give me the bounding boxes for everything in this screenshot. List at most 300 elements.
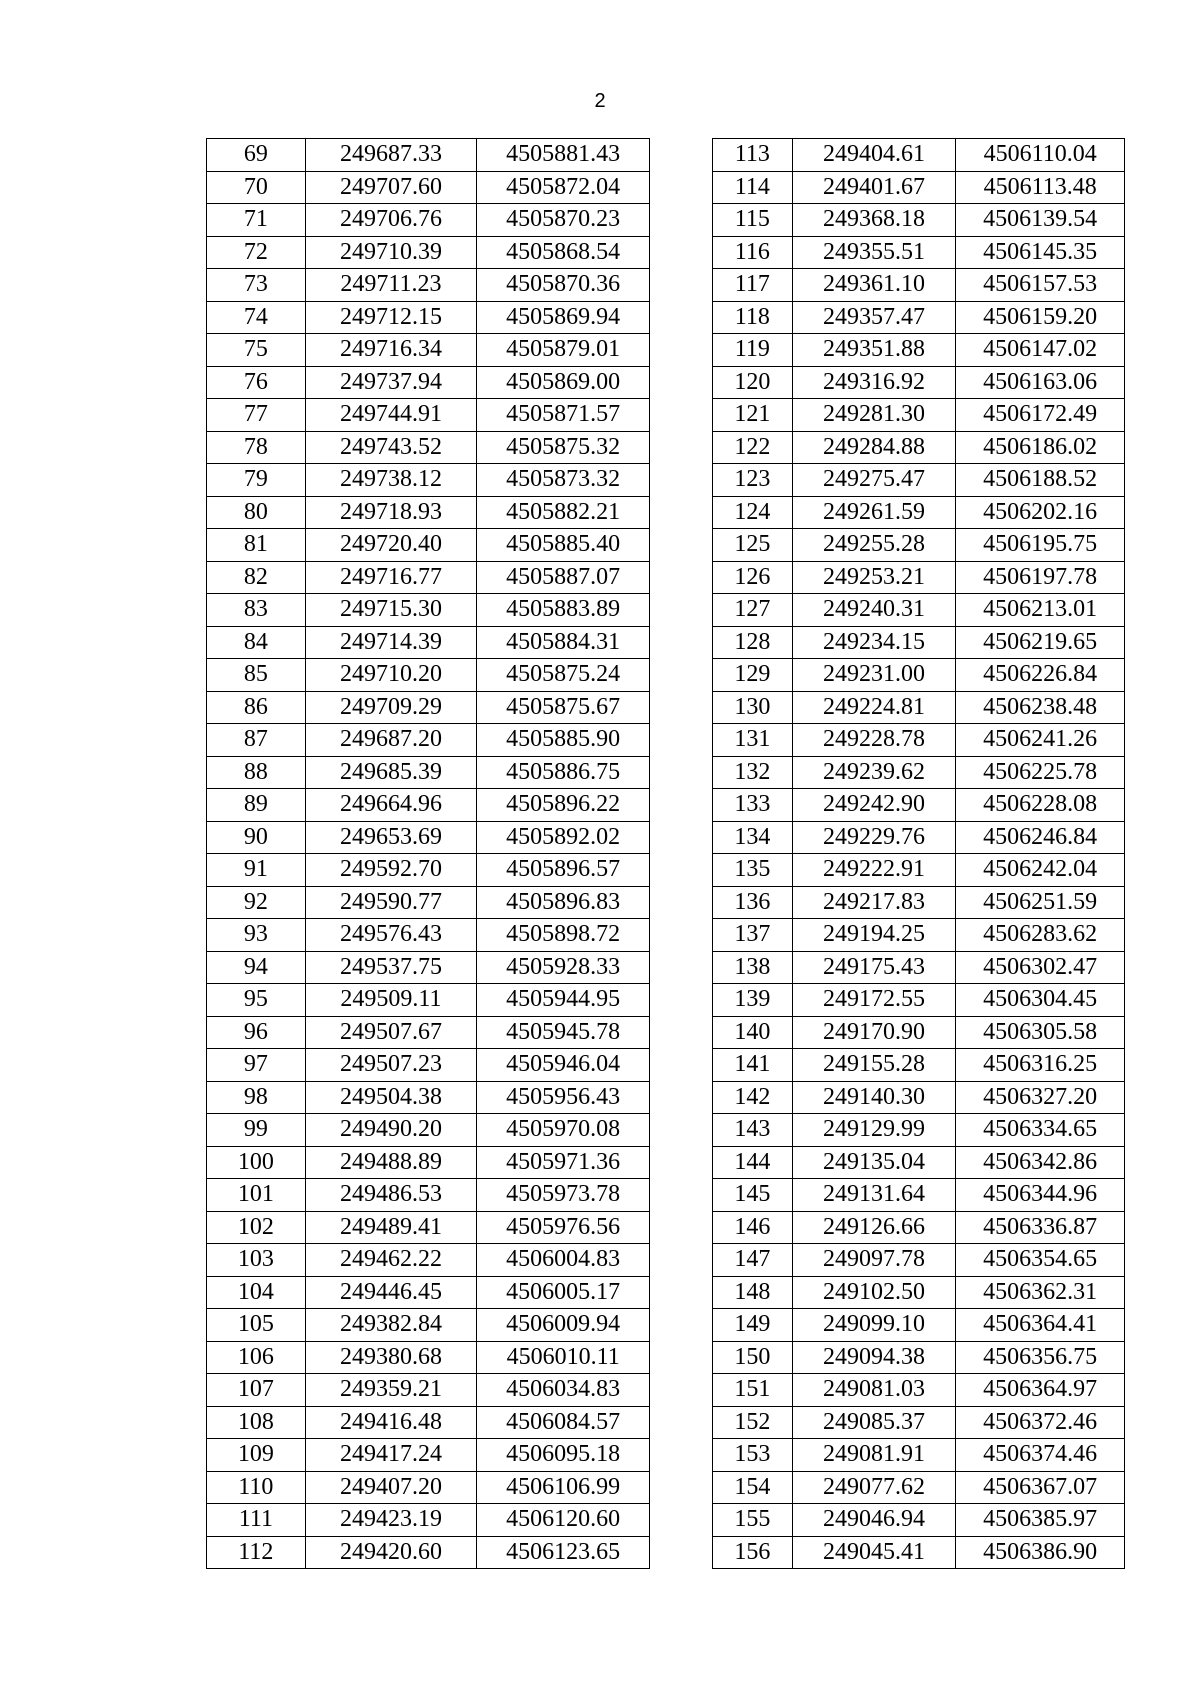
table-row <box>207 1016 650 1049</box>
y-coordinate-cell: 4505886.75 <box>477 756 650 789</box>
table-row <box>713 1439 1125 1472</box>
x-coordinate-cell: 249222.91 <box>792 854 956 887</box>
y-coordinate-cell: 4505892.02 <box>477 821 650 854</box>
point-number-cell: 115 <box>713 204 793 237</box>
point-number-cell: 126 <box>713 561 793 594</box>
table-row <box>713 1114 1125 1147</box>
y-coordinate-cell: 4506195.75 <box>956 529 1125 562</box>
point-number-cell: 134 <box>713 821 793 854</box>
y-coordinate-cell: 4506123.65 <box>477 1536 650 1569</box>
point-number-cell: 111 <box>207 1504 306 1537</box>
point-number-cell: 145 <box>713 1179 793 1212</box>
x-coordinate-cell: 249716.77 <box>305 561 477 594</box>
point-number-cell: 118 <box>713 301 793 334</box>
table-row <box>207 1504 650 1537</box>
table-row <box>713 204 1125 237</box>
table-row <box>207 951 650 984</box>
point-number-cell: 97 <box>207 1049 306 1082</box>
y-coordinate-cell: 4505882.21 <box>477 496 650 529</box>
x-coordinate-cell: 249462.22 <box>305 1244 477 1277</box>
table-row <box>713 1309 1125 1342</box>
x-coordinate-cell: 249231.00 <box>792 659 956 692</box>
x-coordinate-cell: 249368.18 <box>792 204 956 237</box>
table-row <box>207 1374 650 1407</box>
x-coordinate-cell: 249081.91 <box>792 1439 956 1472</box>
x-coordinate-cell: 249085.37 <box>792 1406 956 1439</box>
point-number-cell: 130 <box>713 691 793 724</box>
point-number-cell: 79 <box>207 464 306 497</box>
point-number-cell: 135 <box>713 854 793 887</box>
table-row <box>713 464 1125 497</box>
point-number-cell: 141 <box>713 1049 793 1082</box>
point-number-cell: 142 <box>713 1081 793 1114</box>
y-coordinate-cell: 4506110.04 <box>956 139 1125 172</box>
point-number-cell: 109 <box>207 1439 306 1472</box>
point-number-cell: 149 <box>713 1309 793 1342</box>
table-row <box>207 984 650 1017</box>
table-row <box>713 529 1125 562</box>
table-row <box>713 1471 1125 1504</box>
point-number-cell: 148 <box>713 1276 793 1309</box>
y-coordinate-cell: 4506139.54 <box>956 204 1125 237</box>
x-coordinate-cell: 249097.78 <box>792 1244 956 1277</box>
table-row <box>207 269 650 302</box>
y-coordinate-cell: 4506010.11 <box>477 1341 650 1374</box>
x-coordinate-cell: 249446.45 <box>305 1276 477 1309</box>
table-row <box>207 1211 650 1244</box>
coordinates-table-left <box>206 138 650 1569</box>
point-number-cell: 154 <box>713 1471 793 1504</box>
point-number-cell: 102 <box>207 1211 306 1244</box>
x-coordinate-cell: 249126.66 <box>792 1211 956 1244</box>
table-row <box>713 984 1125 1017</box>
point-number-cell: 127 <box>713 594 793 627</box>
point-number-cell: 83 <box>207 594 306 627</box>
x-coordinate-cell: 249592.70 <box>305 854 477 887</box>
x-coordinate-cell: 249489.41 <box>305 1211 477 1244</box>
x-coordinate-cell: 249504.38 <box>305 1081 477 1114</box>
y-coordinate-cell: 4506228.08 <box>956 789 1125 822</box>
point-number-cell: 155 <box>713 1504 793 1537</box>
x-coordinate-cell: 249131.64 <box>792 1179 956 1212</box>
point-number-cell: 75 <box>207 334 306 367</box>
point-number-cell: 133 <box>713 789 793 822</box>
point-number-cell: 112 <box>207 1536 306 1569</box>
table-row <box>207 1146 650 1179</box>
point-number-cell: 151 <box>713 1374 793 1407</box>
y-coordinate-cell: 4505870.23 <box>477 204 650 237</box>
x-coordinate-cell: 249664.96 <box>305 789 477 822</box>
x-coordinate-cell: 249737.94 <box>305 366 477 399</box>
table-row <box>207 561 650 594</box>
table-row <box>713 1341 1125 1374</box>
y-coordinate-cell: 4505883.89 <box>477 594 650 627</box>
coordinates-table-left-body <box>207 139 650 1569</box>
x-coordinate-cell: 249744.91 <box>305 399 477 432</box>
y-coordinate-cell: 4505956.43 <box>477 1081 650 1114</box>
point-number-cell: 116 <box>713 236 793 269</box>
y-coordinate-cell: 4506225.78 <box>956 756 1125 789</box>
x-coordinate-cell: 249228.78 <box>792 724 956 757</box>
y-coordinate-cell: 4506305.58 <box>956 1016 1125 1049</box>
point-number-cell: 136 <box>713 886 793 919</box>
point-number-cell: 122 <box>713 431 793 464</box>
point-number-cell: 95 <box>207 984 306 1017</box>
table-row <box>207 756 650 789</box>
table-row <box>207 1341 650 1374</box>
y-coordinate-cell: 4505898.72 <box>477 919 650 952</box>
x-coordinate-cell: 249255.28 <box>792 529 956 562</box>
coordinates-table-right <box>712 138 1125 1569</box>
point-number-cell: 146 <box>713 1211 793 1244</box>
x-coordinate-cell: 249170.90 <box>792 1016 956 1049</box>
x-coordinate-cell: 249361.10 <box>792 269 956 302</box>
y-coordinate-cell: 4506095.18 <box>477 1439 650 1472</box>
y-coordinate-cell: 4506106.99 <box>477 1471 650 1504</box>
point-number-cell: 140 <box>713 1016 793 1049</box>
x-coordinate-cell: 249687.33 <box>305 139 477 172</box>
point-number-cell: 121 <box>713 399 793 432</box>
table-row <box>713 366 1125 399</box>
point-number-cell: 107 <box>207 1374 306 1407</box>
y-coordinate-cell: 4506157.53 <box>956 269 1125 302</box>
y-coordinate-cell: 4505875.32 <box>477 431 650 464</box>
y-coordinate-cell: 4505869.00 <box>477 366 650 399</box>
table-row <box>713 756 1125 789</box>
y-coordinate-cell: 4506385.97 <box>956 1504 1125 1537</box>
x-coordinate-cell: 249401.67 <box>792 171 956 204</box>
x-coordinate-cell: 249718.93 <box>305 496 477 529</box>
y-coordinate-cell: 4505896.83 <box>477 886 650 919</box>
table-row <box>207 1406 650 1439</box>
y-coordinate-cell: 4506354.65 <box>956 1244 1125 1277</box>
table-row <box>207 821 650 854</box>
x-coordinate-cell: 249081.03 <box>792 1374 956 1407</box>
y-coordinate-cell: 4505884.31 <box>477 626 650 659</box>
x-coordinate-cell: 249507.23 <box>305 1049 477 1082</box>
table-row <box>207 1471 650 1504</box>
x-coordinate-cell: 249709.29 <box>305 691 477 724</box>
x-coordinate-cell: 249382.84 <box>305 1309 477 1342</box>
y-coordinate-cell: 4506342.86 <box>956 1146 1125 1179</box>
x-coordinate-cell: 249175.43 <box>792 951 956 984</box>
point-number-cell: 113 <box>713 139 793 172</box>
table-row <box>207 204 650 237</box>
y-coordinate-cell: 4506283.62 <box>956 919 1125 952</box>
y-coordinate-cell: 4505881.43 <box>477 139 650 172</box>
table-row <box>713 821 1125 854</box>
point-number-cell: 73 <box>207 269 306 302</box>
x-coordinate-cell: 249711.23 <box>305 269 477 302</box>
table-row <box>713 854 1125 887</box>
y-coordinate-cell: 4506009.94 <box>477 1309 650 1342</box>
point-number-cell: 117 <box>713 269 793 302</box>
table-row <box>713 496 1125 529</box>
table-row <box>713 691 1125 724</box>
table-row <box>713 171 1125 204</box>
point-number-cell: 123 <box>713 464 793 497</box>
x-coordinate-cell: 249234.15 <box>792 626 956 659</box>
point-number-cell: 125 <box>713 529 793 562</box>
y-coordinate-cell: 4506034.83 <box>477 1374 650 1407</box>
table-row <box>207 236 650 269</box>
table-row <box>207 886 650 919</box>
table-row <box>713 269 1125 302</box>
y-coordinate-cell: 4505870.36 <box>477 269 650 302</box>
table-row <box>207 529 650 562</box>
x-coordinate-cell: 249099.10 <box>792 1309 956 1342</box>
x-coordinate-cell: 249380.68 <box>305 1341 477 1374</box>
y-coordinate-cell: 4506372.46 <box>956 1406 1125 1439</box>
table-row <box>713 1536 1125 1569</box>
point-number-cell: 124 <box>713 496 793 529</box>
x-coordinate-cell: 249284.88 <box>792 431 956 464</box>
y-coordinate-cell: 4505887.07 <box>477 561 650 594</box>
table-row <box>207 366 650 399</box>
x-coordinate-cell: 249710.20 <box>305 659 477 692</box>
point-number-cell: 101 <box>207 1179 306 1212</box>
table-row <box>713 951 1125 984</box>
x-coordinate-cell: 249486.53 <box>305 1179 477 1212</box>
x-coordinate-cell: 249706.76 <box>305 204 477 237</box>
point-number-cell: 147 <box>713 1244 793 1277</box>
x-coordinate-cell: 249590.77 <box>305 886 477 919</box>
y-coordinate-cell: 4506336.87 <box>956 1211 1125 1244</box>
table-row <box>713 1406 1125 1439</box>
point-number-cell: 106 <box>207 1341 306 1374</box>
point-number-cell: 69 <box>207 139 306 172</box>
x-coordinate-cell: 249488.89 <box>305 1146 477 1179</box>
x-coordinate-cell: 249240.31 <box>792 594 956 627</box>
table-row <box>713 1081 1125 1114</box>
table-row <box>207 1309 650 1342</box>
x-coordinate-cell: 249194.25 <box>792 919 956 952</box>
x-coordinate-cell: 249490.20 <box>305 1114 477 1147</box>
y-coordinate-cell: 4505875.24 <box>477 659 650 692</box>
y-coordinate-cell: 4506147.02 <box>956 334 1125 367</box>
point-number-cell: 144 <box>713 1146 793 1179</box>
page-number: 2 <box>594 90 606 112</box>
table-row <box>207 1081 650 1114</box>
table-row <box>713 919 1125 952</box>
y-coordinate-cell: 4506159.20 <box>956 301 1125 334</box>
y-coordinate-cell: 4506344.96 <box>956 1179 1125 1212</box>
x-coordinate-cell: 249653.69 <box>305 821 477 854</box>
table-row <box>207 171 650 204</box>
y-coordinate-cell: 4505885.90 <box>477 724 650 757</box>
table-row <box>207 724 650 757</box>
table-row <box>713 334 1125 367</box>
y-coordinate-cell: 4506386.90 <box>956 1536 1125 1569</box>
y-coordinate-cell: 4506334.65 <box>956 1114 1125 1147</box>
table-row <box>713 659 1125 692</box>
point-number-cell: 131 <box>713 724 793 757</box>
point-number-cell: 98 <box>207 1081 306 1114</box>
x-coordinate-cell: 249077.62 <box>792 1471 956 1504</box>
y-coordinate-cell: 4506356.75 <box>956 1341 1125 1374</box>
y-coordinate-cell: 4506241.26 <box>956 724 1125 757</box>
y-coordinate-cell: 4506364.41 <box>956 1309 1125 1342</box>
x-coordinate-cell: 249687.20 <box>305 724 477 757</box>
y-coordinate-cell: 4505896.22 <box>477 789 650 822</box>
table-row <box>207 1049 650 1082</box>
table-row <box>207 1179 650 1212</box>
table-row <box>713 139 1125 172</box>
point-number-cell: 150 <box>713 1341 793 1374</box>
point-number-cell: 91 <box>207 854 306 887</box>
table-row <box>713 301 1125 334</box>
table-row <box>207 334 650 367</box>
table-row <box>713 1374 1125 1407</box>
point-number-cell: 94 <box>207 951 306 984</box>
x-coordinate-cell: 249046.94 <box>792 1504 956 1537</box>
y-coordinate-cell: 4506364.97 <box>956 1374 1125 1407</box>
y-coordinate-cell: 4505970.08 <box>477 1114 650 1147</box>
point-number-cell: 76 <box>207 366 306 399</box>
table-row <box>207 854 650 887</box>
point-number-cell: 84 <box>207 626 306 659</box>
x-coordinate-cell: 249359.21 <box>305 1374 477 1407</box>
table-row <box>713 431 1125 464</box>
point-number-cell: 110 <box>207 1471 306 1504</box>
point-number-cell: 86 <box>207 691 306 724</box>
y-coordinate-cell: 4505873.32 <box>477 464 650 497</box>
table-row <box>207 1439 650 1472</box>
table-row <box>207 1276 650 1309</box>
x-coordinate-cell: 249316.92 <box>792 366 956 399</box>
x-coordinate-cell: 249743.52 <box>305 431 477 464</box>
y-coordinate-cell: 4505976.56 <box>477 1211 650 1244</box>
x-coordinate-cell: 249404.61 <box>792 139 956 172</box>
x-coordinate-cell: 249253.21 <box>792 561 956 594</box>
coordinates-table-right-body <box>713 139 1125 1569</box>
x-coordinate-cell: 249407.20 <box>305 1471 477 1504</box>
y-coordinate-cell: 4505871.57 <box>477 399 650 432</box>
y-coordinate-cell: 4506246.84 <box>956 821 1125 854</box>
y-coordinate-cell: 4506005.17 <box>477 1276 650 1309</box>
x-coordinate-cell: 249045.41 <box>792 1536 956 1569</box>
point-number-cell: 103 <box>207 1244 306 1277</box>
table-row <box>207 659 650 692</box>
table-row <box>713 1049 1125 1082</box>
table-row <box>207 626 650 659</box>
y-coordinate-cell: 4505875.67 <box>477 691 650 724</box>
x-coordinate-cell: 249357.47 <box>792 301 956 334</box>
table-row <box>713 1211 1125 1244</box>
point-number-cell: 77 <box>207 399 306 432</box>
table-row <box>713 1179 1125 1212</box>
point-number-cell: 100 <box>207 1146 306 1179</box>
x-coordinate-cell: 249094.38 <box>792 1341 956 1374</box>
x-coordinate-cell: 249509.11 <box>305 984 477 1017</box>
x-coordinate-cell: 249507.67 <box>305 1016 477 1049</box>
y-coordinate-cell: 4506004.83 <box>477 1244 650 1277</box>
y-coordinate-cell: 4506362.31 <box>956 1276 1125 1309</box>
y-coordinate-cell: 4505945.78 <box>477 1016 650 1049</box>
table-row <box>713 626 1125 659</box>
y-coordinate-cell: 4506327.20 <box>956 1081 1125 1114</box>
x-coordinate-cell: 249417.24 <box>305 1439 477 1472</box>
point-number-cell: 138 <box>713 951 793 984</box>
point-number-cell: 152 <box>713 1406 793 1439</box>
x-coordinate-cell: 249710.39 <box>305 236 477 269</box>
x-coordinate-cell: 249351.88 <box>792 334 956 367</box>
y-coordinate-cell: 4505944.95 <box>477 984 650 1017</box>
table-row <box>207 464 650 497</box>
x-coordinate-cell: 249229.76 <box>792 821 956 854</box>
x-coordinate-cell: 249712.15 <box>305 301 477 334</box>
x-coordinate-cell: 249685.39 <box>305 756 477 789</box>
x-coordinate-cell: 249217.83 <box>792 886 956 919</box>
x-coordinate-cell: 249576.43 <box>305 919 477 952</box>
y-coordinate-cell: 4506172.49 <box>956 399 1125 432</box>
table-row <box>207 919 650 952</box>
x-coordinate-cell: 249102.50 <box>792 1276 956 1309</box>
point-number-cell: 143 <box>713 1114 793 1147</box>
x-coordinate-cell: 249420.60 <box>305 1536 477 1569</box>
y-coordinate-cell: 4506188.52 <box>956 464 1125 497</box>
point-number-cell: 139 <box>713 984 793 1017</box>
table-row <box>713 1244 1125 1277</box>
point-number-cell: 71 <box>207 204 306 237</box>
point-number-cell: 81 <box>207 529 306 562</box>
point-number-cell: 108 <box>207 1406 306 1439</box>
y-coordinate-cell: 4506251.59 <box>956 886 1125 919</box>
point-number-cell: 153 <box>713 1439 793 1472</box>
y-coordinate-cell: 4506226.84 <box>956 659 1125 692</box>
y-coordinate-cell: 4505885.40 <box>477 529 650 562</box>
point-number-cell: 114 <box>713 171 793 204</box>
table-row <box>207 594 650 627</box>
x-coordinate-cell: 249135.04 <box>792 1146 956 1179</box>
y-coordinate-cell: 4506316.25 <box>956 1049 1125 1082</box>
point-number-cell: 82 <box>207 561 306 594</box>
y-coordinate-cell: 4506304.45 <box>956 984 1125 1017</box>
x-coordinate-cell: 249714.39 <box>305 626 477 659</box>
table-row <box>713 1016 1125 1049</box>
y-coordinate-cell: 4505946.04 <box>477 1049 650 1082</box>
y-coordinate-cell: 4506242.04 <box>956 854 1125 887</box>
x-coordinate-cell: 249140.30 <box>792 1081 956 1114</box>
y-coordinate-cell: 4506213.01 <box>956 594 1125 627</box>
point-number-cell: 78 <box>207 431 306 464</box>
y-coordinate-cell: 4505869.94 <box>477 301 650 334</box>
table-row <box>713 1146 1125 1179</box>
point-number-cell: 93 <box>207 919 306 952</box>
point-number-cell: 104 <box>207 1276 306 1309</box>
point-number-cell: 85 <box>207 659 306 692</box>
x-coordinate-cell: 249281.30 <box>792 399 956 432</box>
x-coordinate-cell: 249416.48 <box>305 1406 477 1439</box>
table-row <box>207 496 650 529</box>
point-number-cell: 89 <box>207 789 306 822</box>
table-row <box>713 236 1125 269</box>
table-row <box>207 789 650 822</box>
table-row <box>713 789 1125 822</box>
y-coordinate-cell: 4505879.01 <box>477 334 650 367</box>
point-number-cell: 74 <box>207 301 306 334</box>
table-row <box>713 886 1125 919</box>
point-number-cell: 92 <box>207 886 306 919</box>
x-coordinate-cell: 249537.75 <box>305 951 477 984</box>
table-row <box>207 399 650 432</box>
point-number-cell: 99 <box>207 1114 306 1147</box>
x-coordinate-cell: 249720.40 <box>305 529 477 562</box>
y-coordinate-cell: 4506238.48 <box>956 691 1125 724</box>
y-coordinate-cell: 4506367.07 <box>956 1471 1125 1504</box>
table-row <box>207 1114 650 1147</box>
x-coordinate-cell: 249716.34 <box>305 334 477 367</box>
